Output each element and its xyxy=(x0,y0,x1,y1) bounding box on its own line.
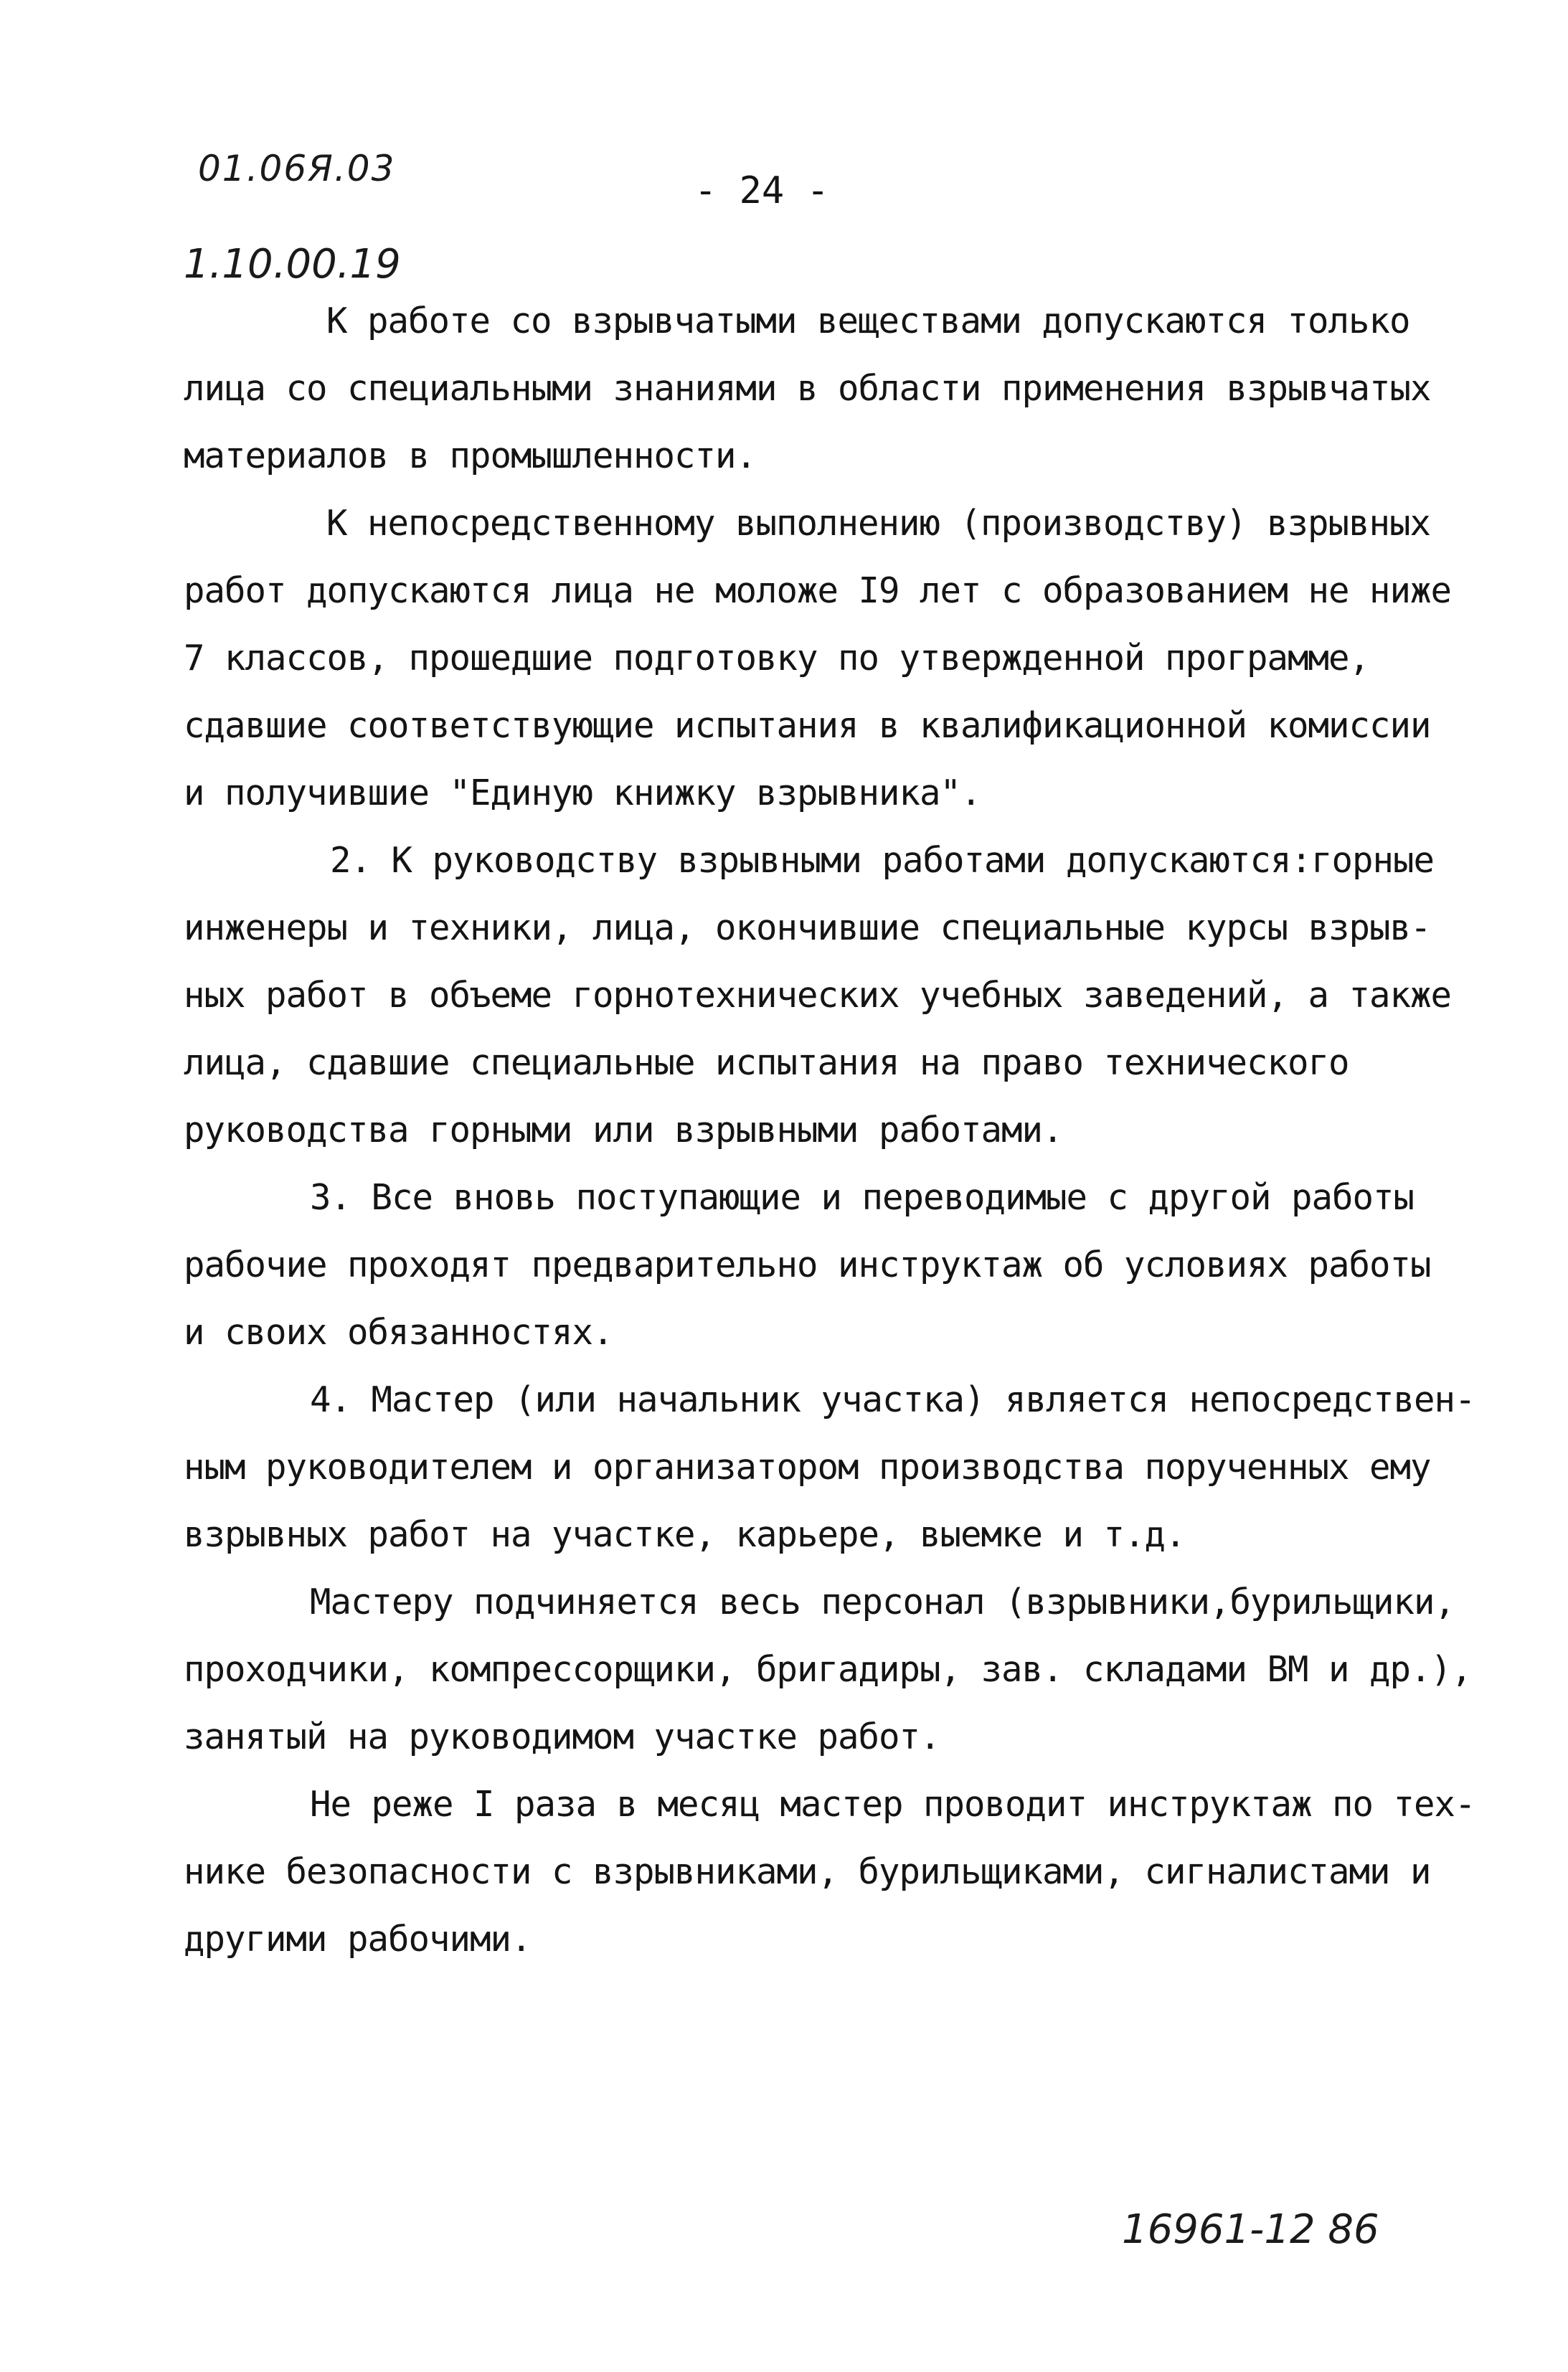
document-reference: 1.10.00.19 xyxy=(184,241,401,288)
text-line: сдавшие соответствующие испытания в квалификационной комиссии xyxy=(184,705,1431,746)
text-line: руководства горными или взрывными работами. xyxy=(184,1110,1063,1150)
text-line: 2. К руководству взрывными работами допускаются:горные xyxy=(330,840,1435,881)
text-line: 3. Все вновь поступающие и переводимые с другой работы xyxy=(310,1177,1414,1218)
text-line: другими рабочими. xyxy=(184,1919,532,1960)
text-line: ных работ в объеме горнотехнических учебных заведений, а также xyxy=(184,975,1452,1016)
document-code: 01.06Я.03 xyxy=(198,148,396,189)
text-line: 7 классов, прошедшие подготовку по утвержденной программе, xyxy=(184,638,1370,679)
text-line: и своих обязанностях. xyxy=(184,1312,613,1353)
text-line: 4. Мастер (или начальник участка) является непосредствен- xyxy=(310,1379,1475,1420)
text-line: лица, сдавшие специальные испытания на право технического xyxy=(184,1042,1349,1083)
document-stamp: 16961-12 86 xyxy=(1122,2206,1379,2253)
text-line: Мастеру подчиняется весь персонал (взрывники,бурильщики, xyxy=(310,1582,1455,1622)
text-line: К работе со взрывчатыми веществами допускаются только xyxy=(326,301,1410,341)
page-number: - 24 - xyxy=(694,169,829,212)
text-line: материалов в промышленности. xyxy=(184,435,757,476)
text-line: занятый на руководимом участке работ. xyxy=(184,1716,940,1757)
text-line: К непосредственному выполнению (производству) взрывных xyxy=(326,503,1431,544)
text-line: ным руководителем и организатором производства порученных ему xyxy=(184,1447,1431,1488)
text-line: проходчики, компрессорщики, бригадиры, зав. складами ВМ и др.), xyxy=(184,1649,1472,1690)
text-line: Не реже I раза в месяц мастер проводит инструктаж по тех- xyxy=(310,1784,1475,1825)
text-line: нике безопасности с взрывниками, бурильщиками, сигналистами и xyxy=(184,1851,1431,1892)
text-line: рабочие проходят предварительно инструктаж об условиях работы xyxy=(184,1244,1431,1285)
text-line: и получившие "Единую книжку взрывника". xyxy=(184,772,981,813)
text-line: взрывных работ на участке, карьере, выемке и т.д. xyxy=(184,1514,1186,1555)
text-line: работ допускаются лица не моложе I9 лет с образованием не ниже xyxy=(184,570,1452,611)
text-line: инженеры и техники, лица, окончившие специальные курсы взрыв- xyxy=(184,907,1431,948)
text-line: лица со специальными знаниями в области применения взрывчатых xyxy=(184,368,1431,409)
